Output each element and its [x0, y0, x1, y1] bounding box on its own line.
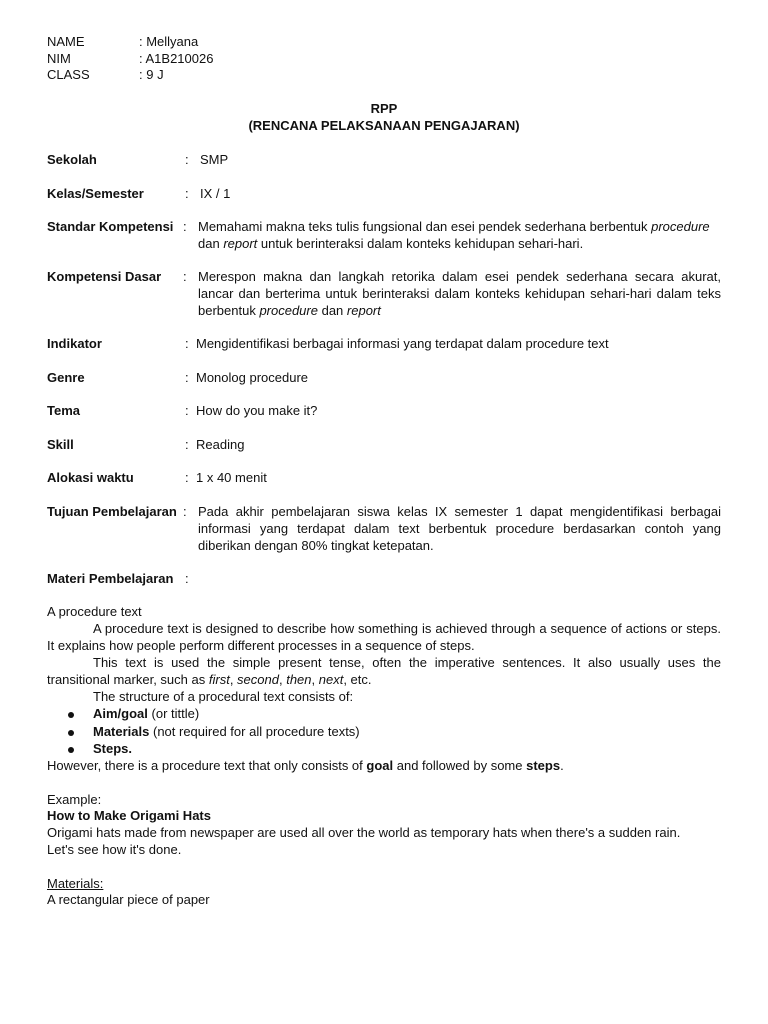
field-value: SMP — [200, 152, 229, 167]
field-label: Materi Pembelajaran — [47, 571, 174, 586]
material-paragraph-2: This text is used the simple present tense, often the imperative sentences. It also usually uses the transitional marker, such as first, second, then, next, etc. — [47, 655, 721, 687]
list-item: Aim/goal (or tittle) — [47, 706, 360, 724]
field-colon: : — [183, 269, 187, 284]
class-value: : 9 J — [139, 67, 164, 82]
example-line-2: Let's see how it's done. — [47, 842, 182, 857]
field-colon: : — [185, 370, 189, 385]
field-colon: : — [185, 152, 189, 167]
example-label: Example: — [47, 792, 102, 807]
field-value: Monolog procedure — [196, 370, 309, 385]
nim-value: : A1B210026 — [139, 51, 214, 66]
field-label: Sekolah — [47, 152, 97, 167]
material-heading: A procedure text — [47, 604, 142, 619]
header-nim-row — [47, 51, 213, 68]
field-colon: : — [185, 186, 189, 201]
field-label: Genre — [47, 370, 85, 385]
field-colon: : — [183, 504, 187, 519]
field-label: Kelas/Semester — [47, 186, 144, 201]
field-value: Memahami makna teks tulis fungsional dan esei pendek sederhana berbentuk procedure dan report untuk berinteraksi dalam konteks kehidupan sehari-hari. — [198, 219, 710, 251]
example-title: How to Make Origami Hats — [47, 808, 211, 823]
field-value: Mengidentifikasi berbagai informasi yang terdapat dalam procedure text — [196, 336, 609, 351]
materials-value: A rectangular piece of paper — [47, 892, 210, 907]
field-label: Kompetensi Dasar — [47, 269, 162, 284]
field-colon: : — [183, 219, 187, 234]
document-title: RPP — [370, 101, 398, 116]
field-label: Tujuan Pembelajaran — [47, 504, 177, 519]
field-colon: : — [185, 571, 189, 586]
field-label: Tema — [47, 403, 80, 418]
field-value: How do you make it? — [196, 403, 318, 418]
field-colon: : — [185, 437, 189, 452]
bullet-icon — [68, 730, 74, 736]
structure-list — [47, 706, 360, 759]
class-label: CLASS — [47, 67, 90, 82]
material-paragraph-1: A procedure text is designed to describe how something is achieved through a sequence of actions or steps. It explains how people perform different processes in a sequence of steps. — [47, 621, 721, 653]
field-label: Indikator — [47, 336, 102, 351]
name-label: NAME — [47, 34, 85, 49]
field-label: Alokasi waktu — [47, 470, 134, 485]
bullet-icon — [68, 712, 74, 718]
field-colon: : — [185, 470, 189, 485]
list-item: Materials (not required for all procedure texts) — [47, 724, 360, 742]
field-value: Reading — [196, 437, 245, 452]
list-item: Steps. — [47, 741, 360, 759]
field-colon: : — [185, 403, 189, 418]
field-label: Standar Kompetensi — [47, 219, 174, 234]
material-paragraph-4: However, there is a procedure text that only consists of goal and followed by some steps. — [47, 758, 564, 773]
header-name-row — [47, 34, 198, 51]
field-value: Merespon makna dan langkah retorika dalam esei pendek sederhana secara akurat, lancar dan berterima untuk berinteraksi dalam konteks kehidupan sehari-hari dalam teks berbentuk procedure dan report — [198, 269, 721, 318]
name-value: : Mellyana — [139, 34, 199, 49]
bullet-icon — [68, 747, 74, 753]
document-subtitle: (RENCANA PELAKSANAAN PENGAJARAN) — [248, 118, 520, 133]
field-colon: : — [185, 336, 189, 351]
field-value: 1 x 40 menit — [196, 470, 267, 485]
example-line-1: Origami hats made from newspaper are used all over the world as temporary hats when there's a sudden rain. — [47, 825, 681, 840]
field-label: Skill — [47, 437, 74, 452]
field-value: Pada akhir pembelajaran siswa kelas IX semester 1 dapat mengidentifikasi berbagai informasi yang terdapat dalam text berbentuk procedure berdasarkan contoh yang diberikan dengan 80% tingkat ketepatan. — [198, 504, 721, 553]
nim-label: NIM — [47, 51, 71, 66]
materials-label: Materials: — [47, 876, 104, 891]
material-paragraph-3: The structure of a procedural text consists of: — [93, 689, 354, 704]
field-value: IX / 1 — [200, 186, 231, 201]
header-class-row — [47, 67, 164, 84]
